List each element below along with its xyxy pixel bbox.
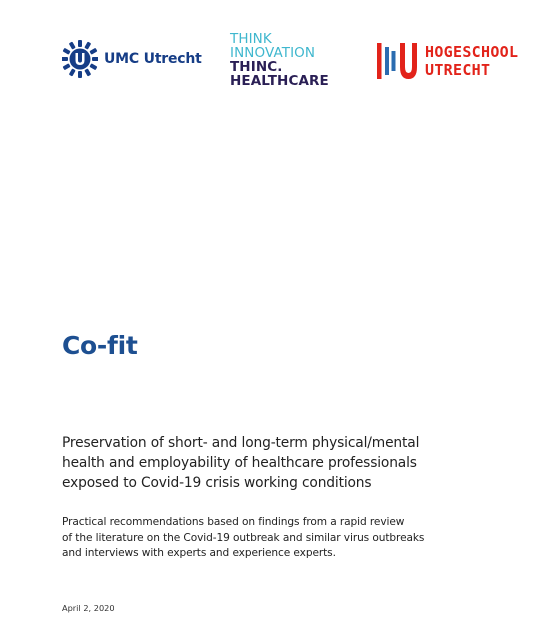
document-description <box>62 515 522 562</box>
thinc-logo-line-healthcare: HEALTHCARE <box>230 73 329 89</box>
umc-utrecht-logo <box>62 38 202 80</box>
thinc-logo-line-thinc: THINC. <box>230 59 283 75</box>
document-title: Co-fit <box>62 331 138 360</box>
description-line: and interviews with experts and experience experts. <box>62 547 336 560</box>
hu-logo-line-hogeschool: HOGESCHOOL <box>425 43 519 61</box>
thinc-logo-line-think: THINK <box>230 31 272 47</box>
hogeschool-utrecht-wordmark <box>425 43 518 79</box>
hogeschool-utrecht-logo <box>377 43 518 79</box>
thinc-healthcare-logo <box>230 32 329 88</box>
description-line: Practical recommendations based on findings from a rapid review <box>62 516 405 528</box>
hu-logo-line-utrecht: UTRECHT <box>425 61 491 79</box>
subtitle-line: exposed to Covid-19 crisis working conditions <box>62 475 372 491</box>
subtitle-line: Preservation of short- and long-term physical/mental <box>62 435 420 451</box>
umc-sunburst-logo-icon <box>62 39 98 79</box>
description-line: of the literature on the Covid-19 outbreak and similar virus outbreaks <box>62 531 425 544</box>
document-date: April 2, 2020 <box>62 603 115 613</box>
document-subtitle <box>62 433 512 493</box>
thinc-logo-line-innovation: INNOVATION <box>230 45 316 61</box>
umc-utrecht-wordmark: UMC Utrecht <box>104 51 202 67</box>
subtitle-line: health and employability of healthcare professionals <box>62 455 417 471</box>
hu-bars-logo-icon <box>377 43 417 79</box>
